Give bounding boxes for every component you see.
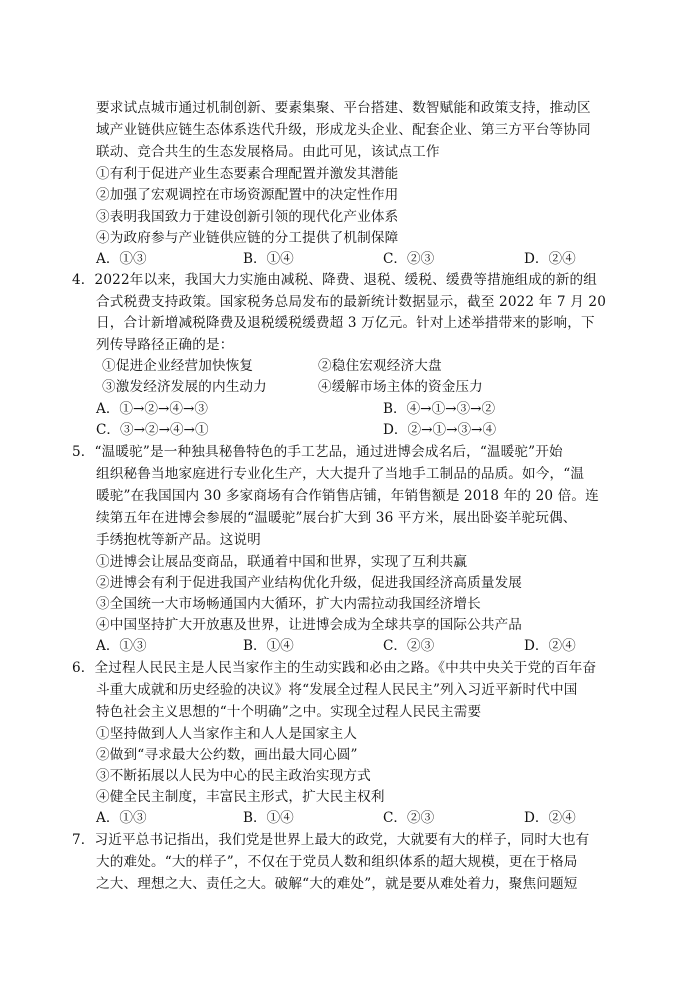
q3-option-b: B．①④	[243, 251, 294, 267]
q5-line-4: 续第五年在进博会参展的“温暖驼”展台扩大到 36 平方米，展出卧姿羊驼玩偶、	[96, 510, 577, 526]
q5-statement-3: ③全国统一大市场畅通国内大循环，扩大内需拉动我国经济增长	[96, 596, 481, 612]
q5-line-3: 暖驼”在我国国内 30 多家商场有合作销售店铺，年销售额是 2018 年的 20 倍。连	[96, 488, 599, 504]
q6-line-2: 斗重大成就和历史经验的决议》将“发展全过程人民民主”列入习近平新时代中国	[96, 682, 578, 698]
q6-option-d: D．②④	[524, 810, 576, 826]
q6-line-1: 6．全过程人民民主是人民当家作主的生动实践和必由之路。《中共中央关于党的百年奋	[72, 660, 597, 676]
q6-option-b: B．①④	[243, 810, 294, 826]
q6-line-3: 特色社会主义思想的“十个明确”之中。实现全过程人民民主需要	[96, 704, 482, 720]
q4-option-c: C．③→②→④→①	[96, 422, 209, 438]
q5-statement-4: ④中国坚持扩大开放惠及世界，让进博会成为全球共享的国际公共产品	[96, 617, 523, 633]
q5-line-2: 组织秘鲁当地家庭进行专业化生产，大大提升了当地手工制品的品质。如今，“温	[96, 466, 585, 482]
q7-line-1: 7．习近平总书记指出，我们党是世界上最大的政党，大就要有大的样子，同时大也有	[72, 832, 590, 848]
q4-option-d: D．②→①→③→④	[383, 422, 497, 438]
q6-statement-4: ④健全民主制度，丰富民主形式，扩大民主权利	[96, 789, 385, 805]
q3-statement-1: ①有利于促进产业生态要素合理配置并激发其潜能	[96, 166, 399, 182]
q6-statement-1: ①坚持做到人人当家作主和人人是国家主人	[96, 726, 358, 742]
q5-statement-1: ①进博会让展品变商品，联通着中国和世界，实现了互利共赢	[96, 554, 468, 570]
q5-option-a: A．①③	[96, 638, 147, 654]
q3-option-c: C．②③	[383, 251, 435, 267]
q5-line-5: 手绣抱枕等新产品。这说明	[96, 532, 261, 548]
q5-option-c: C．②③	[383, 638, 435, 654]
q4-line-1: 4．2022年以来，我国大力实施由减税、降费、退税、缓税、缓费等措施组成的新的组	[72, 272, 598, 288]
q5-option-d: D．②④	[524, 638, 576, 654]
q4-option-b: B．④→①→③→②	[383, 401, 496, 417]
q4-line-2: 合式税费支持政策。国家税务总局发布的最新统计数据显示，截至 2022 年 7 月 20	[96, 294, 607, 310]
q4-line-3: 日，合计新增减税降费及退税缓税缓费超 3 万亿元。针对上述举措带来的影响，下	[96, 315, 595, 331]
q4-statement-2: ②稳住宏观经济大盘	[318, 358, 442, 374]
q5-line-1: 5．“温暖驼”是一种独具秘鲁特色的手工艺品，通过进博会成名后，“温暖驼”开始	[72, 444, 563, 460]
q4-statement-4: ④缓解市场主体的资金压力	[318, 379, 483, 395]
q3-option-d: D．②④	[524, 251, 576, 267]
q7-line-3: 之大、理想之大、责任之大。破解“大的难处”，就是要从难处着力，聚焦问题短	[96, 876, 578, 892]
q4-line-4: 列传导路径正确的是：	[96, 337, 234, 353]
q6-statement-3: ③不断拓展以人民为中心的民主政治实现方式	[96, 768, 371, 784]
q3-line-3: 联动、竞合共生的生态发展格局。由此可见，该试点工作	[96, 144, 440, 160]
q6-statement-2: ②做到“寻求最大公约数，画出最大同心圆”	[96, 747, 358, 763]
q6-option-c: C．②③	[383, 810, 435, 826]
q3-line-2: 域产业链供应链生态体系迭代升级，形成龙头企业、配套企业、第三方平台等协同	[96, 122, 591, 138]
q5-statement-2: ②进博会有利于促进我国产业结构优化升级，促进我国经济高质量发展	[96, 575, 523, 591]
q3-statement-3: ③表明我国致力于建设创新引领的现代化产业体系	[96, 209, 399, 225]
q5-option-b: B．①④	[243, 638, 294, 654]
q6-option-a: A．①③	[96, 810, 147, 826]
q4-statement-1: ①促进企业经营加快恢复	[102, 358, 254, 374]
q7-line-2: 大的难处。“大的样子”，不仅在于党员人数和组织体系的超大规模，更在于格局	[96, 854, 578, 870]
q4-statement-3: ③激发经济发展的内生动力	[102, 379, 267, 395]
q4-option-a: A．①→②→④→③	[96, 401, 208, 417]
q3-option-a: A．①③	[96, 251, 147, 267]
q3-statement-4: ④为政府参与产业链供应链的分工提供了机制保障	[96, 230, 399, 246]
q3-statement-2: ②加强了宏观调控在市场资源配置中的决定性作用	[96, 187, 399, 203]
q3-line-1: 要求试点城市通过机制创新、要素集聚、平台搭建、数智赋能和政策支持，推动区	[96, 100, 591, 116]
